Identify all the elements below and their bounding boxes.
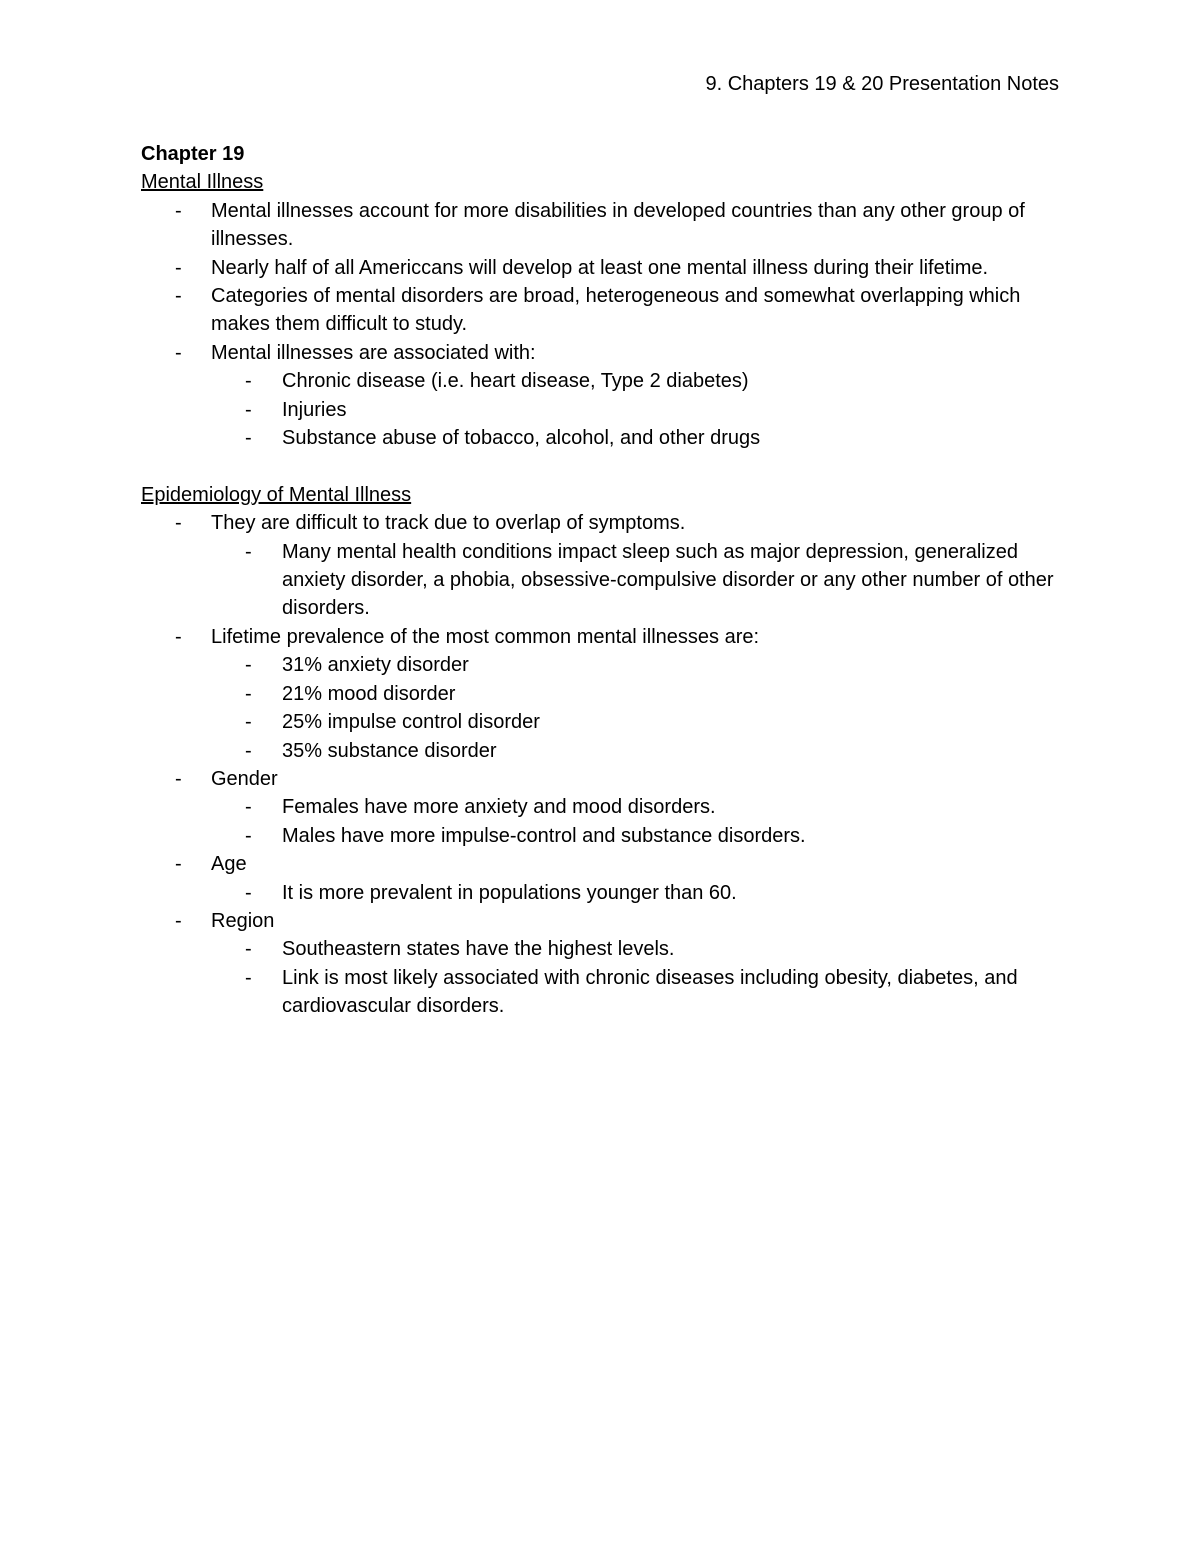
list-item xyxy=(141,254,1061,282)
dash-marker: - xyxy=(245,824,252,847)
dash-marker: - xyxy=(175,512,182,535)
sub-bullet-list xyxy=(211,538,1061,623)
sub-list-item xyxy=(211,822,1061,850)
sub-list-item xyxy=(211,538,1061,623)
list-item xyxy=(141,509,1061,623)
bullet-list xyxy=(141,197,1061,453)
list-item-text: Nearly half of all Americcans will develop at least one mental illness during their lifetime. xyxy=(211,256,989,279)
dash-marker: - xyxy=(175,853,182,876)
sub-list-item-text: Males have more impulse-control and substance disorders. xyxy=(282,824,806,847)
list-item-text: Categories of mental disorders are broad, heterogeneous and somewhat overlapping which makes them difficult to study. xyxy=(211,285,1021,336)
sub-bullet-list xyxy=(211,367,1061,452)
sub-list-item-text: 31% anxiety disorder xyxy=(282,654,469,677)
sub-list-item xyxy=(211,737,1061,765)
chapter-title: Chapter 19 xyxy=(141,143,245,165)
sub-list-item xyxy=(211,424,1061,452)
list-item-text: Lifetime prevalence of the most common mental illnesses are: xyxy=(211,625,760,648)
sub-list-item xyxy=(211,367,1061,395)
sub-bullet-list xyxy=(211,935,1061,1020)
sub-list-item-text: 21% mood disorder xyxy=(282,682,456,705)
dash-marker: - xyxy=(175,199,182,222)
list-item xyxy=(141,197,1061,254)
dash-marker: - xyxy=(245,881,252,904)
dash-marker: - xyxy=(175,285,182,308)
dash-marker: - xyxy=(245,398,252,421)
dash-marker: - xyxy=(245,427,252,450)
sub-bullet-list xyxy=(211,651,1061,765)
list-item-text: Region xyxy=(211,909,275,932)
list-item xyxy=(141,339,1061,453)
sub-list-item-text: Chronic disease (i.e. heart disease, Type 2 diabetes) xyxy=(282,370,749,393)
dash-marker: - xyxy=(175,256,182,279)
sub-list-item xyxy=(211,964,1061,1021)
list-item-text: Mental illnesses account for more disabilities in developed countries than any other group of illnesses. xyxy=(211,199,1025,251)
sub-list-item xyxy=(211,879,1061,907)
sub-list-item xyxy=(211,680,1061,708)
list-item-text: Gender xyxy=(211,767,278,790)
page-header: 9. Chapters 19 & 20 Presentation Notes xyxy=(705,73,1059,95)
list-item xyxy=(141,907,1061,1021)
sub-list-item-text: Substance abuse of tobacco, alcohol, and other drugs xyxy=(282,427,761,450)
dash-marker: - xyxy=(175,625,182,648)
dash-marker: - xyxy=(245,540,252,563)
sub-list-item xyxy=(211,935,1061,963)
list-item-text: Age xyxy=(211,853,247,876)
dash-marker: - xyxy=(175,909,182,932)
sub-list-item-text: Many mental health conditions impact sleep such as major depression, generalized anxiety disorder, a phobia, obsessive-compulsive disorder or any other number of other disorders. xyxy=(282,540,1054,620)
paragraph-gap xyxy=(141,452,1061,480)
list-item xyxy=(141,850,1061,907)
dash-marker: - xyxy=(245,370,252,393)
sub-list-item-text: It is more prevalent in populations younger than 60. xyxy=(282,881,737,904)
sub-list-item-text: 35% substance disorder xyxy=(282,739,497,762)
sub-list-item xyxy=(211,396,1061,424)
sub-bullet-list xyxy=(211,879,1061,907)
sub-list-item-text: Southeastern states have the highest levels. xyxy=(282,938,675,961)
sub-list-item xyxy=(211,708,1061,736)
sub-bullet-list xyxy=(211,793,1061,850)
section-heading-epidemiology: Epidemiology of Mental Illness xyxy=(141,483,412,506)
section-heading-mental-illness: Mental Illness xyxy=(141,171,264,194)
sub-list-item xyxy=(211,651,1061,679)
list-item-text: Mental illnesses are associated with: xyxy=(211,341,536,364)
dash-marker: - xyxy=(245,966,252,989)
sub-list-item-text: Link is most likely associated with chronic diseases including obesity, diabetes, and cardiovascular disorders. xyxy=(282,966,1018,1018)
dash-marker: - xyxy=(245,654,252,677)
dash-marker: - xyxy=(245,739,252,762)
list-item xyxy=(141,623,1061,765)
dash-marker: - xyxy=(175,767,182,790)
dash-marker: - xyxy=(245,682,252,705)
sub-list-item-text: Injuries xyxy=(282,398,347,421)
sub-list-item-text: 25% impulse control disorder xyxy=(282,711,540,734)
sub-list-item-text: Females have more anxiety and mood disorders. xyxy=(282,796,716,819)
dash-marker: - xyxy=(245,711,252,734)
dash-marker: - xyxy=(175,341,182,364)
document-body xyxy=(141,140,1061,1021)
bullet-list xyxy=(141,509,1061,1020)
list-item xyxy=(141,282,1061,339)
list-item-text: They are difficult to track due to overlap of symptoms. xyxy=(211,512,686,535)
dash-marker: - xyxy=(245,796,252,819)
list-item xyxy=(141,765,1061,850)
sub-list-item xyxy=(211,793,1061,821)
dash-marker: - xyxy=(245,938,252,961)
